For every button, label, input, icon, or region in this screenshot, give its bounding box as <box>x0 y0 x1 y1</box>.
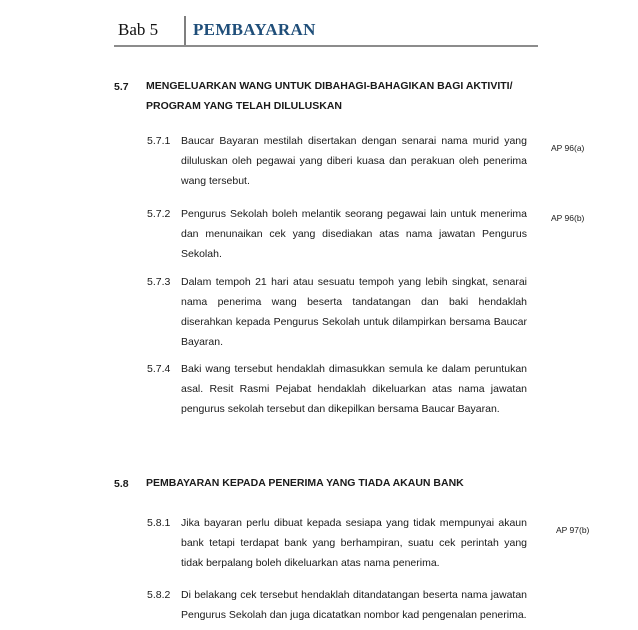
subsection-number: 5.8.1 <box>147 517 171 529</box>
subsection-number: 5.7.3 <box>147 276 171 288</box>
reference-note: AP 96(a) <box>551 143 585 153</box>
reference-note: AP 97(b) <box>556 525 590 535</box>
chapter-label: Bab 5 <box>118 20 159 39</box>
subsection-number: 5.7.4 <box>147 363 171 375</box>
reference-note: AP 96(b) <box>551 213 585 223</box>
subsection-text: Baki wang tersebut hendaklah dimasukkan semula ke dalam peruntukan asal. Resit Rasmi Pejabat hendaklah dikeluarkan atas nama jawatan pengurus sekolah tersebut dan dikepilkan bersama Baucar Bayaran. <box>181 363 527 415</box>
subsection-text: Di belakang cek tersebut hendaklah ditandatangan beserta nama jawatan Pengurus Sekolah dan juga dicatatkan nombor kad pengenalan penerima. <box>181 589 527 621</box>
header-divider <box>184 16 186 46</box>
section-title: MENGELUARKAN WANG UNTUK DIBAHAGI-BAHAGIKAN BAGI AKTIVITI/ PROGRAM YANG TELAH DILULUSKAN <box>146 80 513 112</box>
subsection-text: Jika bayaran perlu dibuat kepada sesiapa yang tidak mempunyai akaun bank tetapi terdapat bank yang berhampiran, suatu cek perintah yang tidak berpalang boleh dikeluarkan atas nama penerima. <box>181 517 527 569</box>
section-title: PEMBAYARAN KEPADA PENERIMA YANG TIADA AKAUN BANK <box>146 477 464 489</box>
subsection-text: Dalam tempoh 21 hari atau sesuatu tempoh yang lebih singkat, senarai nama penerima wang beserta tandatangan dan baki hendaklah diserahkan kepada Pengurus Sekolah untuk dilampirkan bersama Baucar Bayaran. <box>181 276 527 348</box>
section-number: 5.7 <box>114 81 129 93</box>
chapter-title: PEMBAYARAN <box>193 20 316 39</box>
header-rule <box>114 45 538 47</box>
subsection-text: Pengurus Sekolah boleh melantik seorang pegawai lain untuk menerima dan menunaikan cek yang disediakan atas nama jawatan Pengurus Sekolah. <box>181 208 527 260</box>
subsection-number: 5.7.1 <box>147 135 171 147</box>
subsection-text: Baucar Bayaran mestilah disertakan dengan senarai nama murid yang diluluskan oleh pegawai yang diberi kuasa dan perakuan oleh penerima wang tersebut. <box>181 135 527 187</box>
page-header <box>114 16 538 46</box>
section-number: 5.8 <box>114 478 129 490</box>
subsection-number: 5.8.2 <box>147 589 171 601</box>
subsection-number: 5.7.2 <box>147 208 171 220</box>
